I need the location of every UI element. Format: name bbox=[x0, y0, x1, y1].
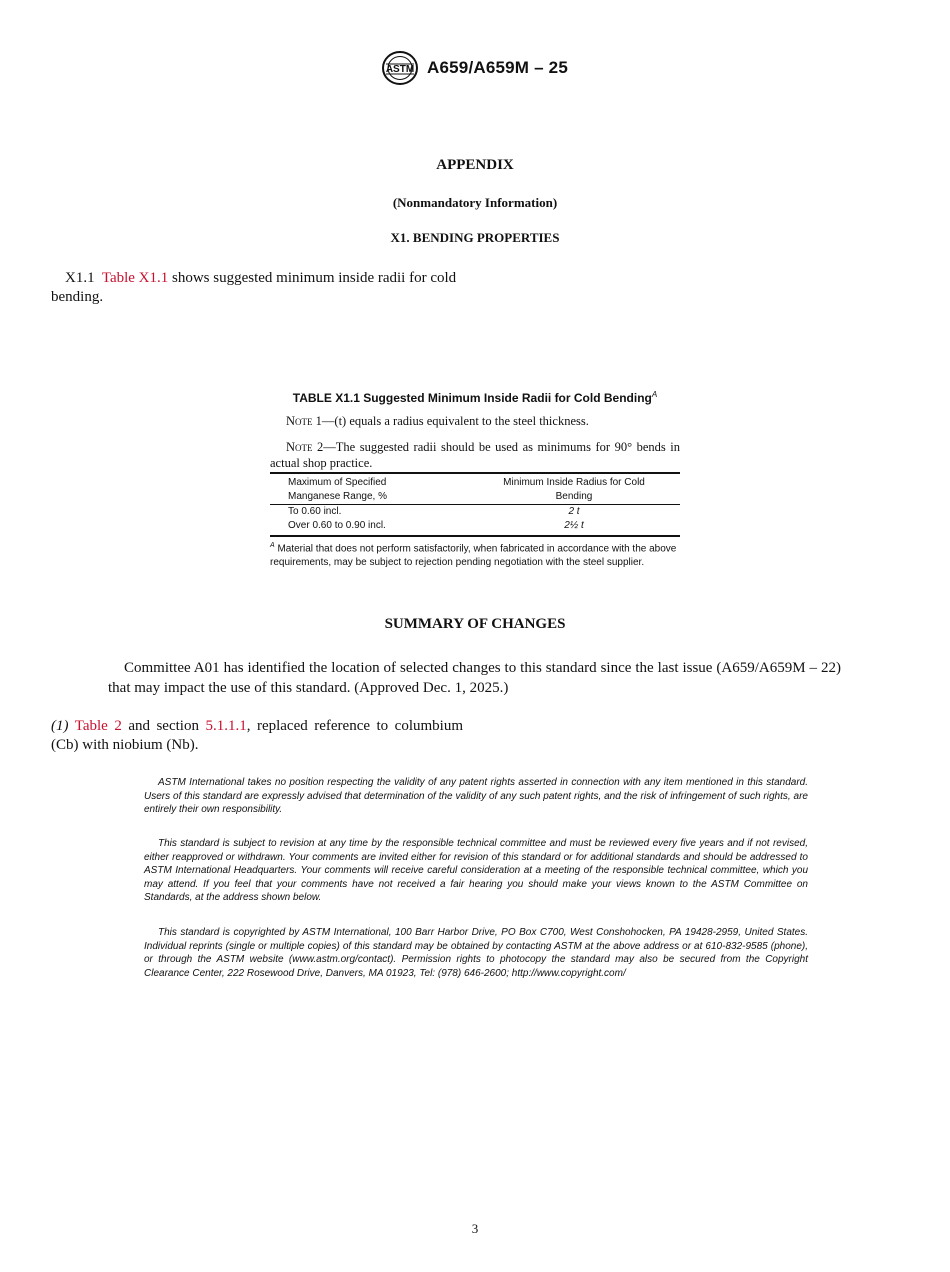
summary-title: SUMMARY OF CHANGES bbox=[384, 616, 566, 632]
table-cell-radius: 2½ t bbox=[468, 519, 680, 536]
table-header-row bbox=[270, 490, 680, 505]
table-x1-1 bbox=[270, 472, 680, 537]
svg-text:ASTM: ASTM bbox=[385, 64, 415, 75]
page-header bbox=[0, 50, 950, 86]
note-text: 2—The suggested radii should be used as minimums for 90° bends in actual shop practice. bbox=[270, 440, 680, 470]
note-text: 1—(t) equals a radius equivalent to the steel thickness. bbox=[312, 414, 589, 428]
table-x1-1-link[interactable]: Table X1.1 bbox=[101, 270, 169, 286]
change-item-1 bbox=[51, 717, 463, 755]
change-number: (1) bbox=[51, 718, 69, 734]
footnote-text: Material that does not perform satisfactorily, when fabricated in accordance with the above requirements, may be subject to rejection pending negotiation with the steel supplier. bbox=[270, 543, 677, 569]
table-title-footnote-marker: A bbox=[651, 390, 658, 399]
table-title bbox=[0, 390, 950, 405]
table-note-1 bbox=[286, 414, 589, 429]
table-header-row bbox=[270, 473, 680, 490]
paragraph-number: X1.1 bbox=[65, 270, 95, 286]
table-cell-radius: 2 t bbox=[568, 506, 580, 517]
paragraph-text: shows suggested minimum inside radii for cold bending. bbox=[51, 270, 457, 305]
table-cell-range: Over 0.60 to 0.90 incl. bbox=[270, 519, 468, 536]
table-header-cell: Bending bbox=[555, 491, 593, 502]
legal-notice-copyright: This standard is copyrighted by ASTM International, 100 Barr Harbor Drive, PO Box C700, West Conshohocken, PA 19428-2959, United States. Individual reprints (single or multiple copies) of this standard may be obtained by contacting ASTM at the above address or at 610-832-9585 (phone), or through the ASTM website (www.astm.org/contact). Permission rights to photocopy the standard may also be secured from the Copyright Clearance Center, 222 Rosewood Drive, Danvers, MA 01923, Tel: (978) 646-2600; http://www.copyright.com/ bbox=[144, 927, 808, 979]
note-label: Note bbox=[286, 440, 313, 454]
table-note-2 bbox=[270, 439, 680, 471]
table-footnote bbox=[270, 539, 680, 570]
note-label: Note bbox=[286, 414, 313, 428]
appendix-subtitle: (Nonmandatory Information) bbox=[392, 195, 558, 210]
page-number: 3 bbox=[471, 1221, 479, 1236]
table-header-cell: Maximum of Specified bbox=[270, 473, 468, 490]
legal-notice-revision: This standard is subject to revision at any time by the responsible technical committee and must be reviewed every five years and if not revised, either reapproved or withdrawn. Your comments are invited either for revision of this standard or for additional standards and should be addressed to ASTM International Headquarters. Your comments will receive careful consideration at a meeting of the responsible technical committee, which you may attend. If you feel that your comments have not received a fair hearing you should make your views known to the ASTM Committee on Standards, at the address shown below. bbox=[144, 838, 808, 903]
change-text: , replaced reference to columbium (Cb) with niobium (Nb). bbox=[51, 718, 463, 753]
summary-paragraph: Committee A01 has identified the location of selected changes to this standard since the last issue (A659/A659M – 22) that may impact the use of this standard. (Approved Dec. 1, 2025.) bbox=[108, 660, 841, 696]
astm-logo-icon bbox=[381, 50, 419, 86]
section-title-x1: X1. BENDING PROPERTIES bbox=[390, 230, 560, 245]
table-title-text: TABLE X1.1 Suggested Minimum Inside Radii for Cold Bending bbox=[292, 391, 652, 405]
footnote-marker: A bbox=[270, 542, 275, 549]
table-2-link[interactable]: Table 2 bbox=[74, 718, 122, 734]
table-cell-range: To 0.60 incl. bbox=[288, 506, 342, 517]
paragraph-x1-1 bbox=[51, 269, 471, 307]
change-text: and section bbox=[121, 718, 206, 734]
section-5-1-1-1-link[interactable]: 5.1.1.1 bbox=[205, 718, 247, 734]
table-header-cell: Minimum Inside Radius for Cold bbox=[468, 473, 680, 490]
table-row bbox=[270, 505, 680, 520]
table-row bbox=[270, 519, 680, 536]
legal-notice-patent: ASTM International takes no position respecting the validity of any patent rights asserted in connection with any item mentioned in this standard. Users of this standard are expressly advised that determination of the validity of any such patent rights, and the risk of infringement of such rights, are entirely their own responsibility. bbox=[144, 777, 808, 815]
appendix-title: APPENDIX bbox=[436, 157, 514, 173]
table-header-cell: Manganese Range, % bbox=[288, 491, 387, 502]
document-id: A659/A659M – 25 bbox=[427, 58, 568, 77]
